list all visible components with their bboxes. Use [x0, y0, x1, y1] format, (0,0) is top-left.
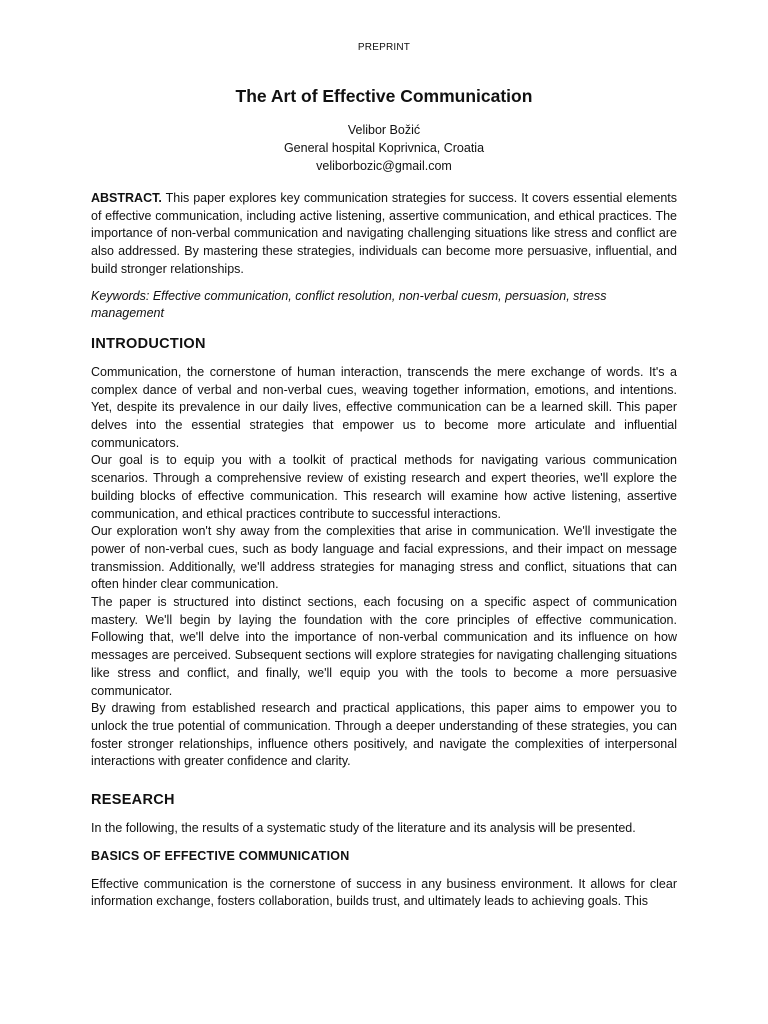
intro-paragraph-4: The paper is structured into distinct sections, each focusing on a specific aspect of communication mastery. We'll begin by laying the foundation with the core principles of effective communication. Following that, we'll delve into the importance of non-verbal communication and its influence on how messages are perceived. Subsequent sections will explore strategies for navigating challenging situations like stress and conflict, and finally, we'll equip you with the tools to become a more persuasive communicator. — [91, 595, 677, 698]
intro-paragraph-5: By drawing from established research and practical applications, this paper aims to empower you to unlock the true potential of communication. Through a deeper understanding of these strategies, you can foster stronger relationships, influence others positively, and navigate the complexities of interpersonal interactions with greater confidence and clarity. — [91, 701, 677, 769]
author-email[interactable]: veliborbozic@gmail.com — [316, 159, 452, 173]
introduction-heading: INTRODUCTION — [91, 335, 206, 352]
paper-body — [91, 190, 677, 911]
author-affiliation: General hospital Koprivnica, Croatia — [283, 141, 485, 155]
abstract-label: ABSTRACT. — [91, 191, 162, 205]
research-heading: RESEARCH — [91, 792, 175, 809]
keywords: Keywords: Effective communication, conflict resolution, non-verbal cuesm, persuasion, stress management — [91, 288, 607, 321]
abstract — [91, 190, 677, 279]
author-name: Velibor Božić — [347, 123, 421, 137]
intro-paragraph-1: Communication, the cornerstone of human interaction, transcends the mere exchange of words. It's a complex dance of verbal and non-verbal cues, weaving together information, emotions, and intentions. Yet, despite its prevalence in our daily lives, effective communication can be a learned skill. This paper delves into the essential strategies that empower us to become more articulate and influential communicators. — [91, 364, 677, 450]
intro-paragraph-3: Our exploration won't shy away from the complexities that arise in communication. We'll investigate the power of non-verbal cues, such as body language and facial expressions, and their impact on message transmission. Additionally, we'll address strategies for managing stress and conflict, situations that can often hinder clear communication. — [91, 524, 677, 592]
preprint-label: PREPRINT — [357, 42, 411, 53]
author-block — [0, 121, 768, 175]
basics-subheading: BASICS OF EFFECTIVE COMMUNICATION — [91, 848, 350, 863]
research-intro: In the following, the results of a systematic study of the literature and its analysis will be presented. — [91, 821, 636, 836]
abstract-text: This paper explores key communication strategies for success. It covers essential elements of effective communication, including active listening, assertive communication, and ethical practices. The importance of non-verbal communication and navigating challenging situations like stress and conflict are also addressed. By mastering these strategies, individuals can become more persuasive, influential, and build stronger relationships. — [91, 191, 677, 276]
intro-paragraph-2: Our goal is to equip you with a toolkit of practical methods for navigating various communication scenarios. Through a comprehensive review of existing research and expert theories, we'll explore the building blocks of effective communication. This research will examine how active listening, assertive communication, and ethical practices contribute to successful interactions. — [91, 453, 677, 521]
paper-title: The Art of Effective Communication — [235, 86, 533, 106]
basics-paragraph: Effective communication is the cornerstone of success in any business environment. It allows for clear information exchange, fosters collaboration, builds trust, and ultimately leads to achieving goals. This — [91, 876, 677, 909]
